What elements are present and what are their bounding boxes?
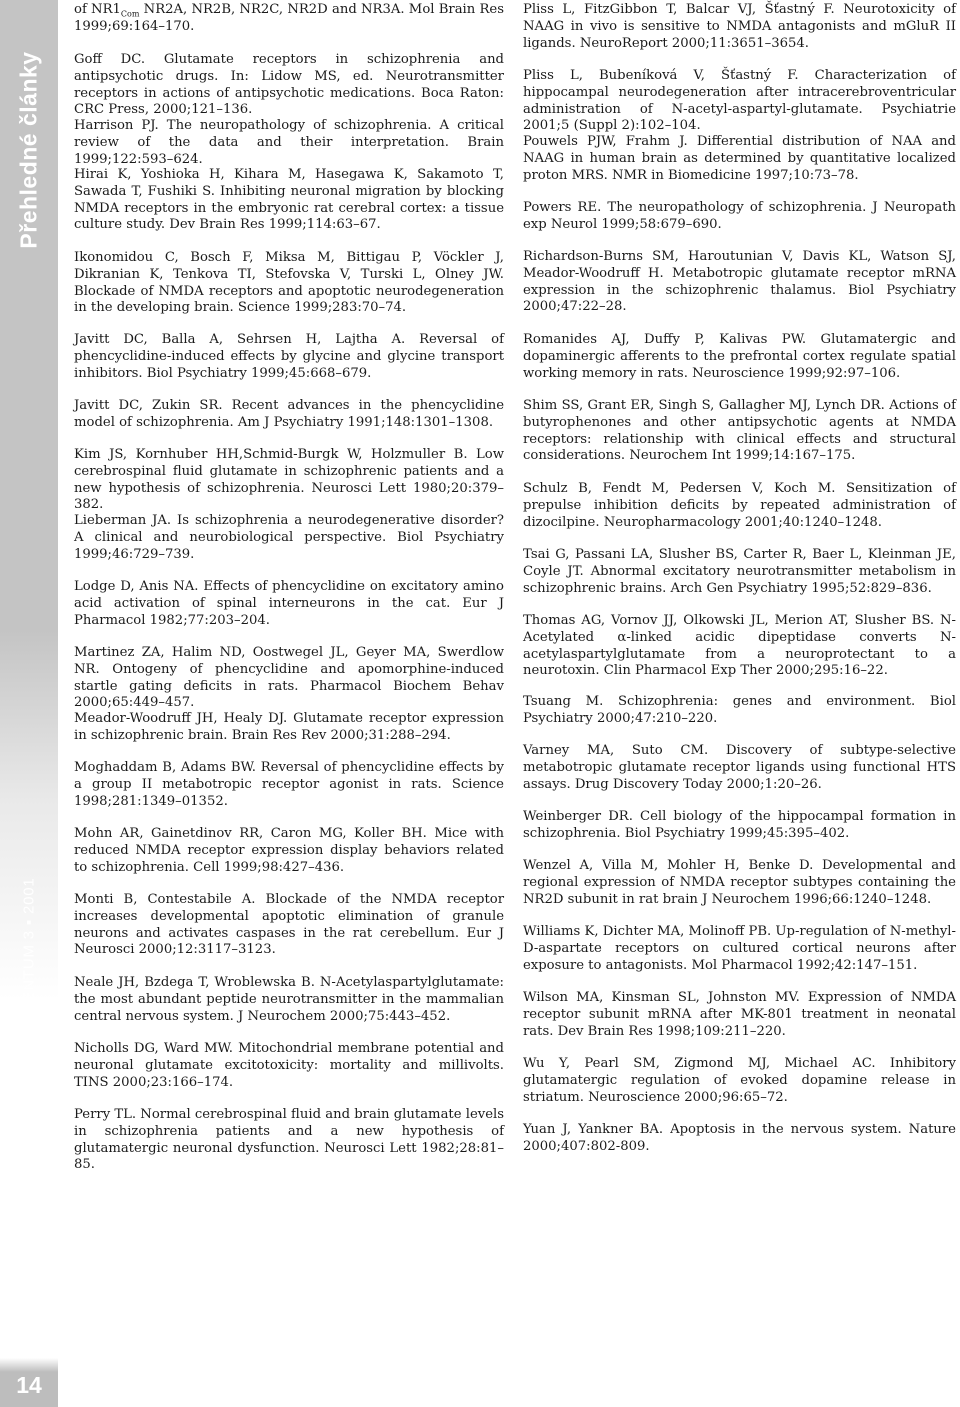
reference-entry: Pliss L, FitzGibbon T, Balcar VJ, Šťastný F. Neurotoxicity of NAAG in vivo is sensitive to NMDA antagonists and mGluR II ligands. NeuroReport 2000;11:3651–3654. bbox=[523, 2, 956, 51]
reference-entry: Richardson-Burns SM, Haroutunian V, Davis KL, Watson SJ, Meador-Woodruff H. Metabotropic glutamate receptor mRNA expression in the schizophrenic thalamus. Biol Psychiatry 2000;47:22–28. bbox=[523, 249, 956, 315]
reference-entry: Mohn AR, Gainetdinov RR, Caron MG, Koller BH. Mice with reduced NMDA receptor expression display behaviors related to schizophrenia. Cell 1999;98:427–436. bbox=[74, 826, 504, 875]
reference-entry: Powers RE. The neuropathology of schizophrenia. J Neuropath exp Neurol 1999;58:679–690. bbox=[523, 200, 956, 232]
reference-entry: Wilson MA, Kinsman SL, Johnston MV. Expression of NMDA receptor subunit mRNA after MK-801 treatment in neonatal rats. Dev Brain Res 1998;109:211–220. bbox=[523, 990, 956, 1039]
reference-entry: Yuan J, Yankner BA. Apoptosis in the nervous system. Nature 2000;407:802-809. bbox=[523, 1122, 956, 1154]
reference-entry: Williams K, Dichter MA, Molinoff PB. Up-regulation of N-methyl-D-aspartate receptors on cultured cortical neurons after exposure to antagonists. Mol Pharmacol 1992;42:147–151. bbox=[523, 924, 956, 973]
section-title: Přehledné články bbox=[15, 51, 42, 249]
reference-entry: Pouwels PJW, Frahm J. Differential distribution of NAA and NAAG in human brain as determined by quantitative localized proton MRS. NMR in Biomedicine 1997;10:73–78. bbox=[523, 134, 956, 183]
reference-entry: Neale JH, Bzdega T, Wroblewska B. N-Acetylaspartylglutamate: the most abundant peptide neurotransmitter in the mammalian central nervous system. J Neurochem 2000;75:443–452. bbox=[74, 975, 504, 1024]
reference-entry: Wenzel A, Villa M, Mohler H, Benke D. Developmental and regional expression of NMDA receptor subtypes containing the NR2D subunit in rat brain J Neurochem 1996;66:1240–1248. bbox=[523, 858, 956, 907]
reference-entry: Monti B, Contestabile A. Blockade of the NMDA receptor increases developmental apoptotic elimination of granule neurons and activates caspases in the rat cerebellum. Eur J Neurosci 2000;12:3117–3123. bbox=[74, 892, 504, 958]
reference-entry: Wu Y, Pearl SM, Zigmond MJ, Michael AC. Inhibitory glutamatergic regulation of evoked dopamine release in striatum. Neuroscience 2000;96:65–72. bbox=[523, 1056, 956, 1105]
reference-entry: Lodge D, Anis NA. Effects of phencyclidine on excitatory amino acid activation of spinal interneurons in the cat. Eur J Pharmacol 1982;77:203–204. bbox=[74, 579, 504, 628]
reference-entry: Pliss L, Bubeníková V, Šťastný F. Characterization of hippocampal neurodegeneration after intracerebroventricular administration of N-acetyl-aspartyl-glutamate. Psychiatrie 2001;5 (Suppl 2):102–104. bbox=[523, 68, 956, 134]
page-number: 14 bbox=[16, 1372, 42, 1398]
reference-entry: Schulz B, Fendt M, Pedersen V, Koch M. Sensitization of prepulse inhibition deficits by repeated administration of dizocilpine. Neuropharmacology 2001;40:1240–1248. bbox=[523, 481, 956, 530]
reference-entry: Meador-Woodruff JH, Healy DJ. Glutamate receptor expression in schizophrenic brain. Brain Res Rev 2000;31:288–294. bbox=[74, 711, 504, 743]
reference-entry: Hirai K, Yoshioka H, Kihara M, Hasegawa K, Sakamoto T, Sawada T, Fushiki S. Inhibiting neuronal migration by blocking NMDA receptors in the embryonic rat cerebral cortex: a tissue culture study. Dev Brain Res 1999;114:63–67. bbox=[74, 167, 504, 233]
reference-entry: Nicholls DG, Ward MW. Mitochondrial membrane potential and neuronal glutamate excitotoxicity: mortality and millivolts. TINS 2000;23:166–174. bbox=[74, 1041, 504, 1090]
reference-entry: Shim SS, Grant ER, Singh S, Gallagher MJ, Lynch DR. Actions of butyrophenones and other antipsychotic agents at NMDA receptors: relationship with clinical effects and structural considerations. Neurochem Int 1999;14:167–175. bbox=[523, 398, 956, 464]
sidebar bbox=[0, 0, 58, 1407]
reference-entry: Javitt DC, Zukin SR. Recent advances in the phencyclidine model of schizophrenia. Am J Psychiatry 1991;148:1301–1308. bbox=[74, 398, 504, 430]
reference-entry: Martinez ZA, Halim ND, Oostwegel JL, Geyer MA, Swerdlow NR. Ontogeny of phencyclidine and apomorphine-induced startle gating deficits in rats. Pharmacol Biochem Behav 2000;65:449–457. bbox=[74, 645, 504, 711]
reference-entry: Moghaddam B, Adams BW. Reversal of phencyclidine effects by a group II metabotropic receptor agonist in rats. Science 1998;281:1349–01352. bbox=[74, 760, 504, 809]
reference-entry: Kim JS, Kornhuber HH,Schmid-Burgk W, Holzmuller B. Low cerebrospinal fluid glutamate in schizophrenic patients and a new hypothesis of schizophrenia. Neurosci Lett 1980;20:379–382. bbox=[74, 447, 504, 513]
reference-entry: Javitt DC, Balla A, Sehrsen H, Lajtha A. Reversal of phencyclidine-induced effects by glycine and glycine transport inhibitors. Biol Psychiatry 1999;45:668–679. bbox=[74, 332, 504, 381]
reference-entry: Tsuang M. Schizophrenia: genes and environment. Biol Psychiatry 2000;47:210–220. bbox=[523, 694, 956, 726]
reference-entry: Thomas AG, Vornov JJ, Olkowski JL, Merion AT, Slusher BS. N-Acetylated α-linked acidic dipeptidase converts N-acetylaspartylglutamate from a neuroprotectant to a neurotoxin. Clin Pharmacol Exp Ther 2000;295:16–22. bbox=[523, 613, 956, 679]
reference-entry: Perry TL. Normal cerebrospinal fluid and brain glutamate levels in schizophrenia patients and a new hypothesis of glutamatergic neuronal dysfunction. Neurosci Lett 1982;28:81–85. bbox=[74, 1107, 504, 1173]
reference-entry: Romanides AJ, Duffy P, Kalivas PW. Glutamatergic and dopaminergic afferents to the prefrontal cortex regulate spatial working memory in rats. Neuroscience 1999;92:97–106. bbox=[523, 332, 956, 381]
reference-entry: Ikonomidou C, Bosch F, Miksa M, Bittigau P, Vöckler J, Dikranian K, Tenkova TI, Stefovska V, Turski L, Olney JW. Blockade of NMDA receptors and apoptotic neurodegeneration in the developing brain. Science 1999;283:70–74. bbox=[74, 250, 504, 316]
reference-entry: Harrison PJ. The neuropathology of schizophrenia. A critical review of the data and their interpretation. Brain 1999;122:593–624. bbox=[74, 118, 504, 167]
reference-entry: Goff DC. Glutamate receptors in schizophrenia and antipsychotic drugs. In: Lidow MS, ed. Neurotransmitter receptors in actions of antipsychotic medications. Boca Raton: CRC Press, 2000;121–136. bbox=[74, 52, 504, 118]
reference-entry: Weinberger DR. Cell biology of the hippocampal formation in schizophrenia. Biol Psychiatry 1999;45:395–402. bbox=[523, 809, 956, 841]
reference-entry: Varney MA, Suto CM. Discovery of subtype-selective metabotropic glutamate receptor ligands using functional HTS assays. Drug Discovery Today 2000;1:20–26. bbox=[523, 743, 956, 792]
reference-entry: of $NR1_{Com}$ NR2A, NR2B, NR2C, NR2D and NR3A. Mol Brain Res 1999;69:164–170. bbox=[74, 2, 504, 34]
reference-entry: Tsai G, Passani LA, Slusher BS, Carter R, Baer L, Kleinman JE, Coyle JT. Abnormal excitatory neurotransmitter metabolism in schizophrenic brains. Arch Gen Psychiatry 1995;52:829–836. bbox=[523, 547, 956, 596]
reference-entry: Lieberman JA. Is schizophrenia a neurodegenerative disorder? A clinical and neurobiological perspective. Biol Psychiatry 1999;46:729–739. bbox=[74, 513, 504, 562]
journal-name: PSYCHIATRIE ▪ SUPPLEMENTUM 3 ▪ 2001 bbox=[20, 877, 38, 1203]
